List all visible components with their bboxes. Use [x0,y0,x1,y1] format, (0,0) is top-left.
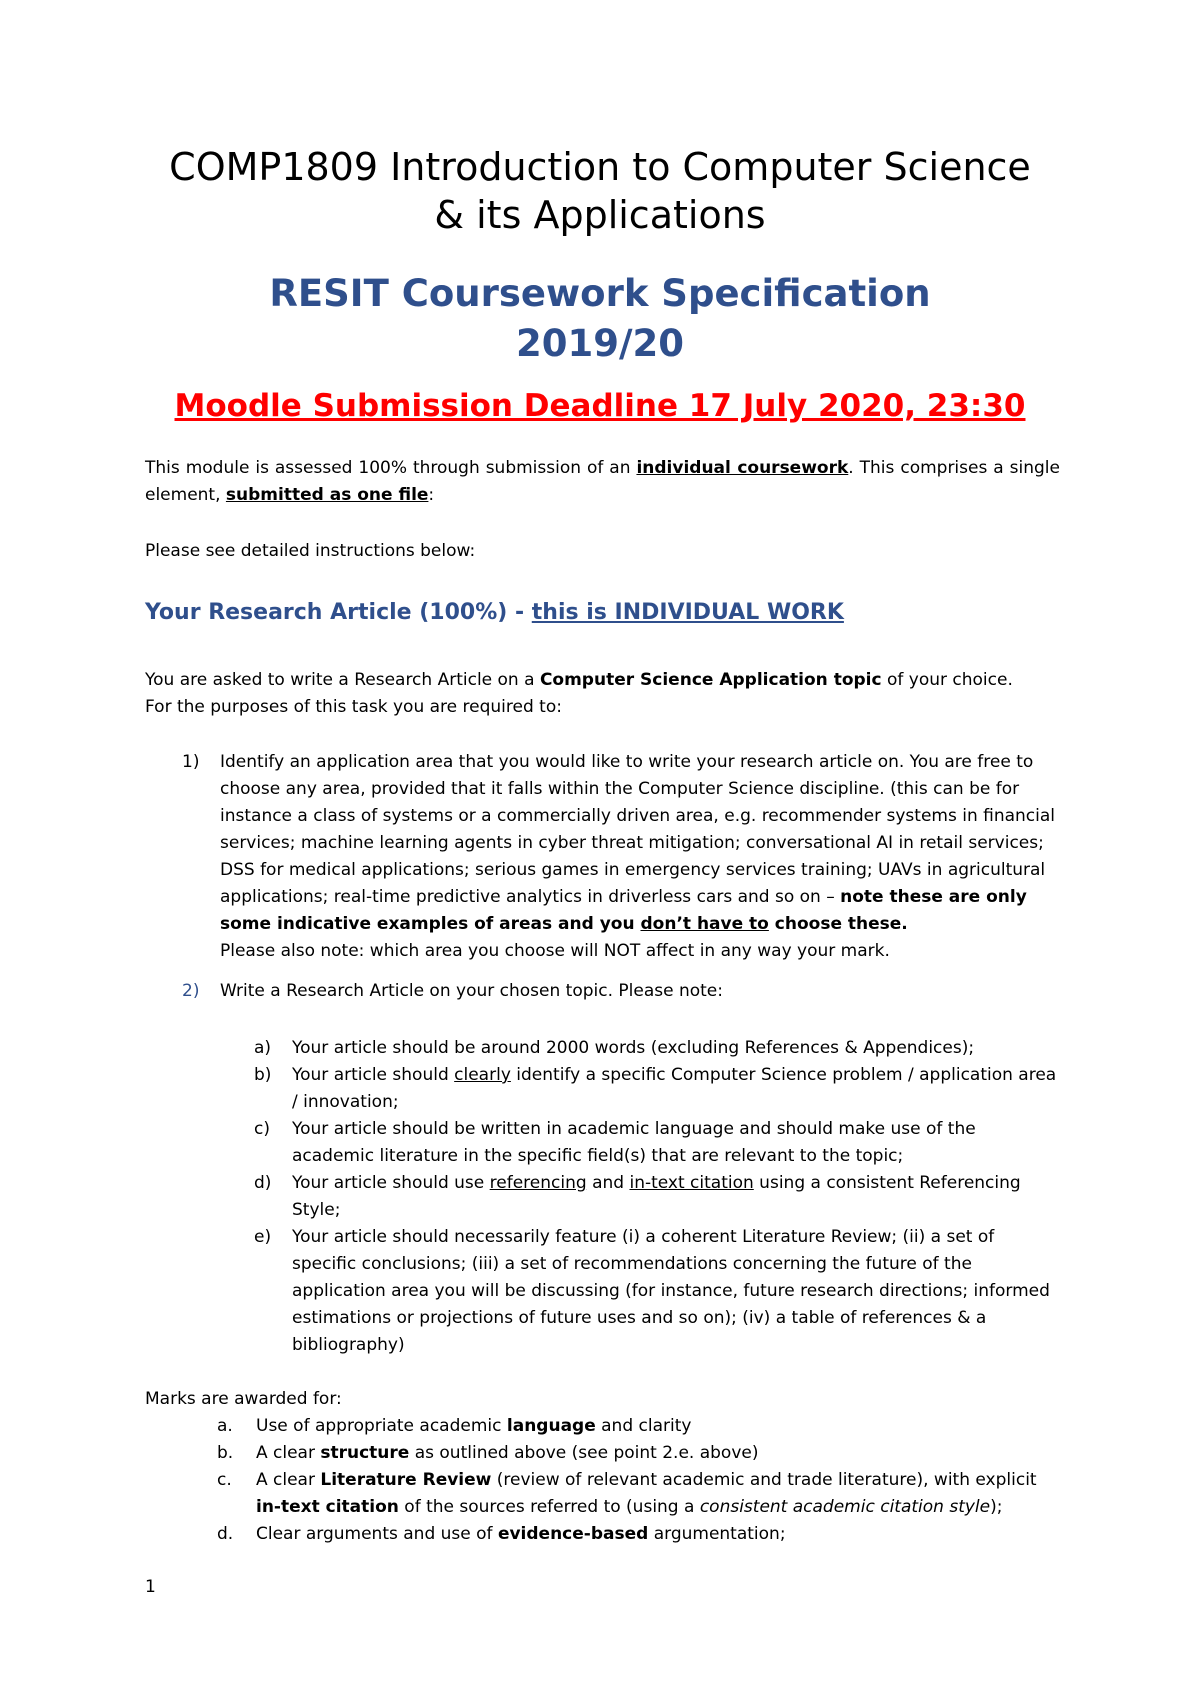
document-title-line1: COMP1809 Introduction to Computer Science [169,145,1031,189]
marks-intro: Marks are awarded for: [145,1389,342,1409]
marks-item-c: A clear Literature Review (review of relevant academic and trade literature), with explicit in-text citation of the sources referred to (using a consistent academic citation style); [256,1470,1037,1517]
marks-label: b. [217,1443,234,1463]
intro-text-2: . This comprises a single element, [145,458,1060,505]
document-title-line2: & its Applications [434,193,766,237]
step1-number: 1) [182,752,200,772]
step2-number: 2) [182,981,200,1001]
intro-text-1: This module is assessed 100% through submission of an [145,458,637,478]
page-number: 1 [145,1577,156,1597]
instructions-note: Please see detailed instructions below: [145,541,476,561]
intro-one-file: submitted as one file [225,485,429,505]
task-intro-line2: For the purposes of this task you are required to: [145,697,562,717]
marks-item-b: A clear structure as outlined above (see point 2.e. above) [256,1443,759,1463]
subitem-b: Your article should clearly identify a specific Computer Science problem / application area / innovation; [292,1065,1057,1112]
subitem-label: c) [254,1119,270,1139]
intro-text-3: : [428,485,435,505]
section-heading-main: Your Research Article (100%) - [145,600,532,625]
step2-text: Write a Research Article on your chosen topic. Please note: [220,981,723,1001]
subitem-e: Your article should necessarily feature (i) a coherent Literature Review; (ii) a set of specific conclusions; (iii) a set of recommendations concerning the future of the application area you will be discussing (for instance, future research directions; informed estimations or projections of future uses and so on); (iv) a table of references & a bibliography) [292,1227,1050,1355]
subitem-c: Your article should be written in academic language and should make use of the academic literature in the specific field(s) that are relevant to the topic; [292,1119,976,1166]
subtitle-line2: 2019/20 [516,322,684,365]
task-intro [145,667,1060,721]
subitem-label: b) [254,1065,272,1085]
subitem-label: d) [254,1173,272,1193]
intro-paragraph [145,455,1060,509]
marks-item-d: Clear arguments and use of evidence-based argumentation; [256,1524,786,1544]
marks-label: a. [217,1416,233,1436]
subtitle-line1: RESIT Coursework Specification [269,272,931,315]
submission-deadline: Moodle Submission Deadline 17 July 2020, 23:30 [174,388,1026,424]
step1-last: Please also note: which area you choose will NOT affect in any way your mark. [220,941,890,961]
marks-label: d. [217,1524,234,1544]
subitem-label: e) [254,1227,272,1247]
subitem-a: Your article should be around 2000 words (excluding References & Appendices); [292,1038,975,1058]
section-heading [145,600,844,625]
subitem-label: a) [254,1038,272,1058]
step1-text: Identify an application area that you would like to write your research article on. You are free to choose any area, provided that it falls within the Computer Science discipline. (this can be for instance a class of systems or a commercially driven area, e.g. recommender systems in financial services; machine learning agents in cyber threat mitigation; conversational AI in retail services; DSS for medical applications; serious games in emergency services training; UAVs in agricultural applications; real-time predictive analytics in driverless cars and so on – note these are only some indicative examples of areas and you don’t have to choose these. Please also note: which area you choose will NOT affect in any way your mark. [220,749,1065,965]
marks-item-a: Use of appropriate academic language and clarity [256,1416,692,1436]
subitem-d: Your article should use referencing and in-text citation using a consistent Referencing Style; [292,1173,1021,1220]
section-heading-underlined: this is INDIVIDUAL WORK [531,600,844,625]
marks-label: c. [217,1470,232,1490]
intro-individual: individual coursework [636,458,849,478]
task-intro-line1: You are asked to write a Research Article on a Computer Science Application topic of your choice. [145,670,1013,690]
